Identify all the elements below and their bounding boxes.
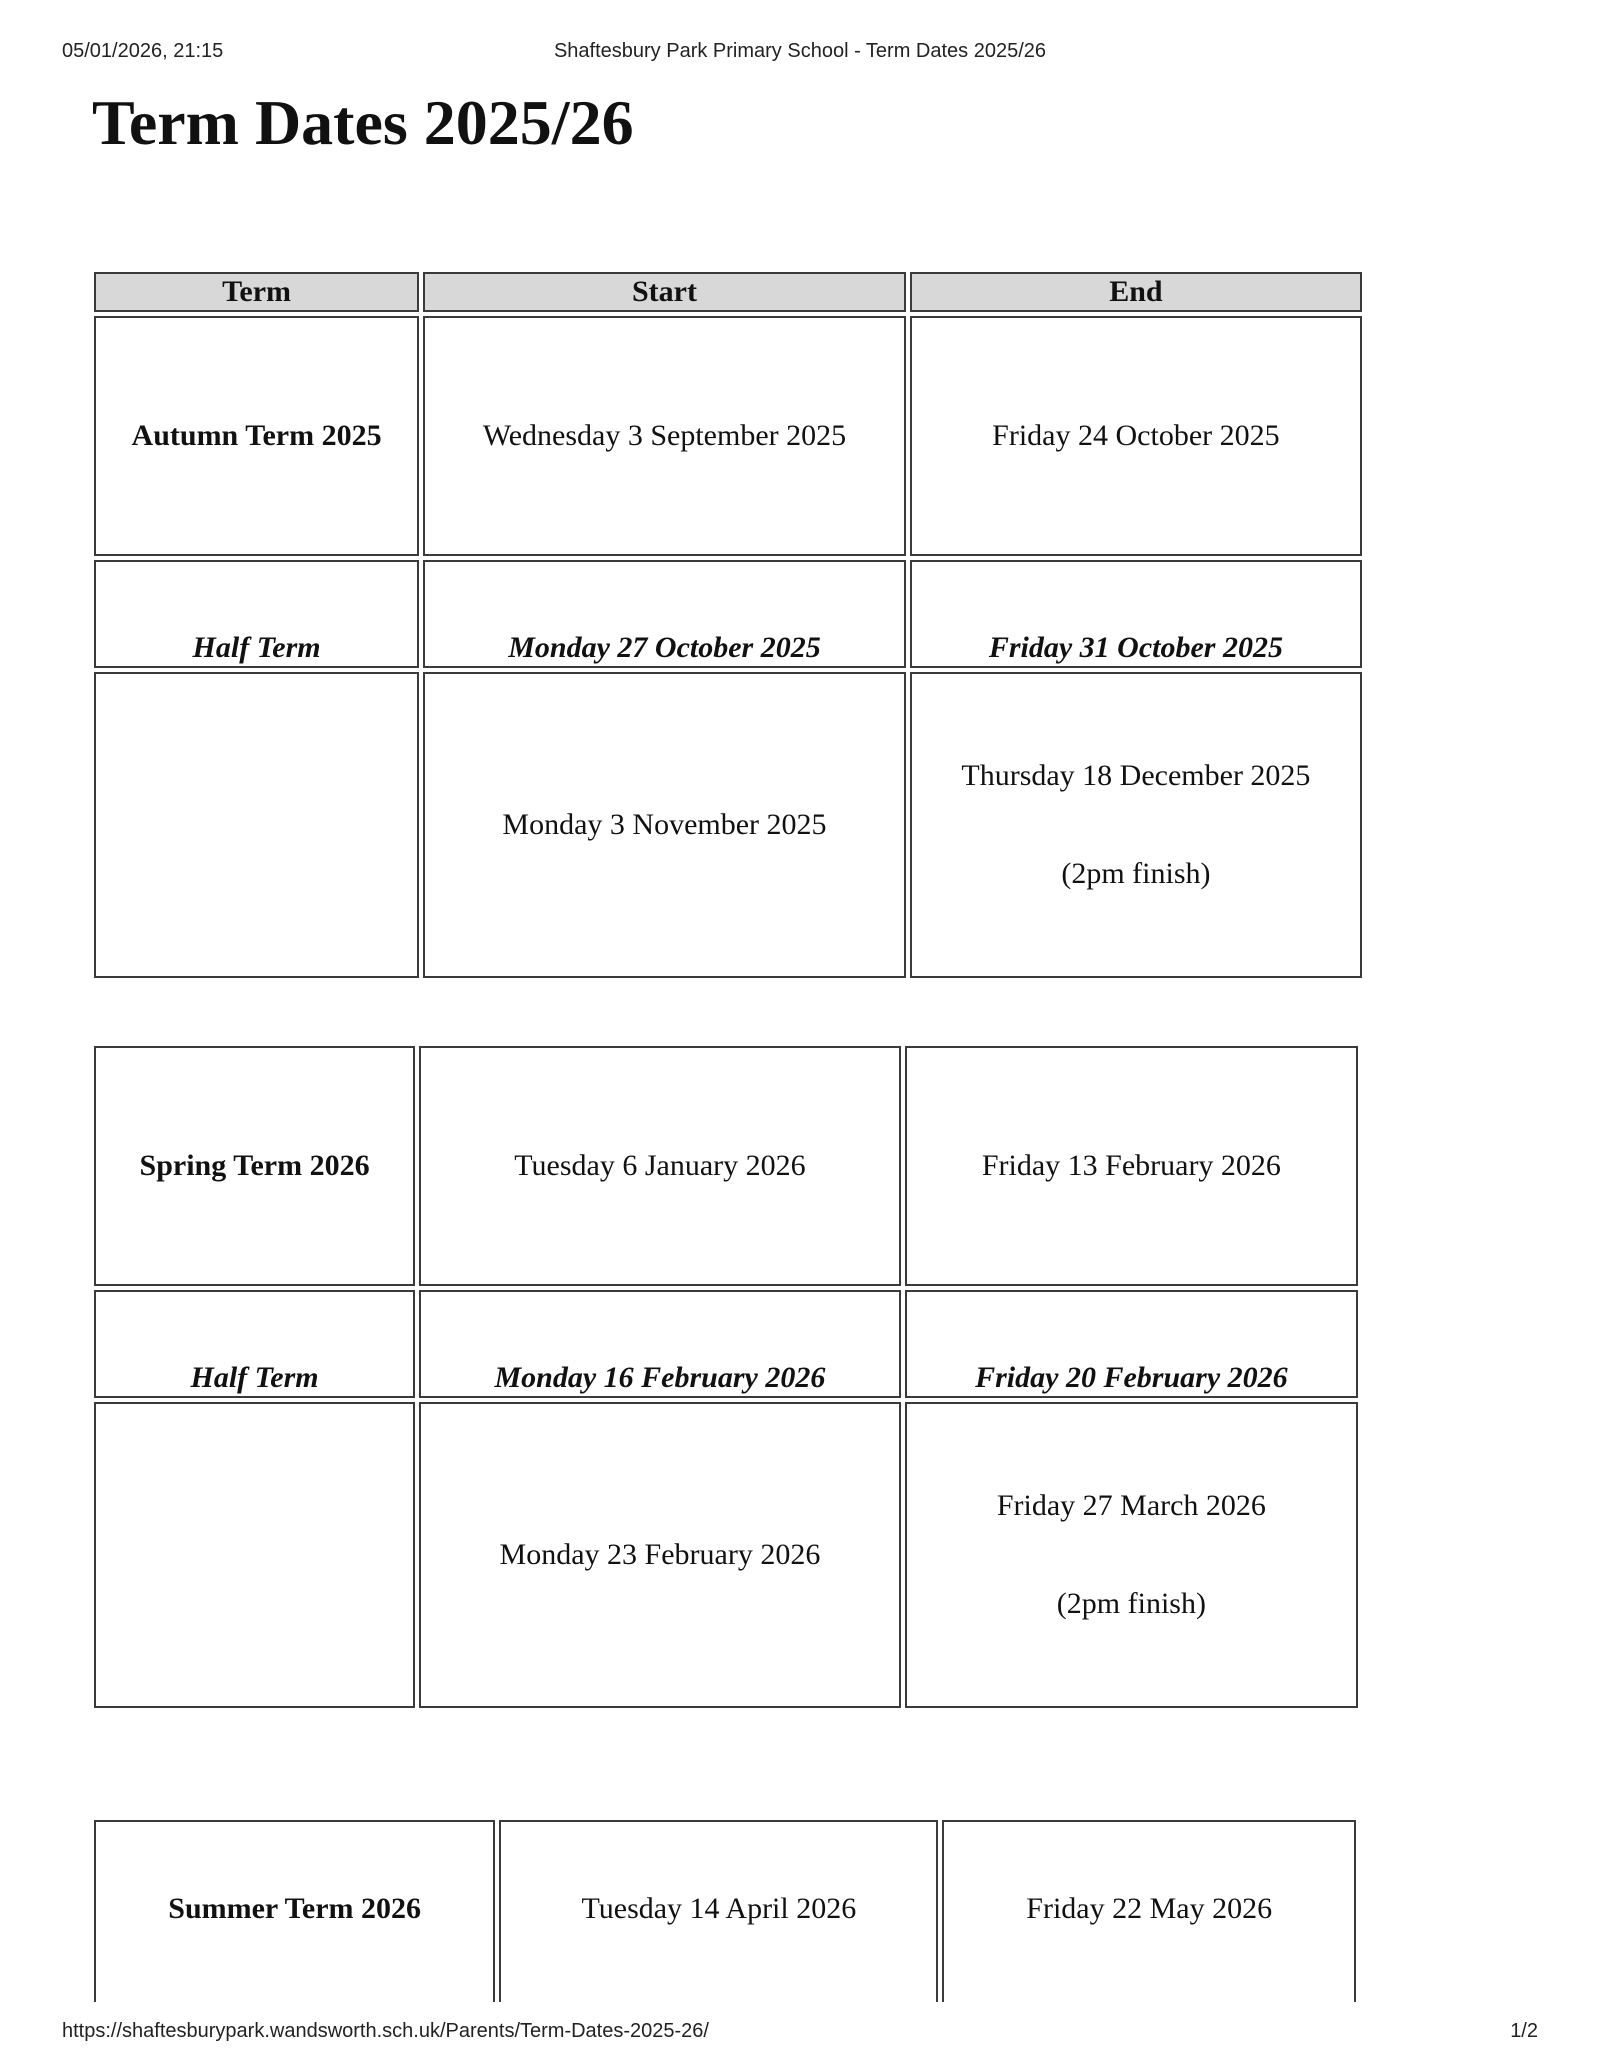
start-cell: Tuesday 14 April 2026 bbox=[499, 1820, 938, 2002]
start-cell: Monday 3 November 2025 bbox=[423, 672, 906, 978]
end-cell: Friday 13 February 2026 bbox=[905, 1046, 1358, 1286]
start-column-header: Start bbox=[423, 272, 906, 312]
end-date: Thursday 18 December 2025 bbox=[961, 759, 1311, 792]
print-header-title: Shaftesbury Park Primary School - Term Dates 2025/26 bbox=[553, 40, 1047, 62]
half-term-end: Friday 20 February 2026 bbox=[905, 1290, 1358, 1398]
term-cell: Spring Term 2026 bbox=[94, 1046, 415, 1286]
end-cell: Friday 22 May 2026 bbox=[942, 1820, 1356, 2002]
table-row bbox=[94, 1820, 1356, 2002]
print-datetime: 05/01/2026, 21:15 bbox=[62, 40, 224, 62]
page-number: 1/2 bbox=[1510, 2020, 1538, 2042]
end-column-header: End bbox=[910, 272, 1362, 312]
summer-term-table bbox=[90, 1816, 1360, 2002]
end-note: (2pm finish) bbox=[1061, 857, 1211, 890]
half-term-label: Half Term bbox=[94, 1290, 415, 1398]
term-cell: Autumn Term 2025 bbox=[94, 316, 419, 556]
start-cell: Wednesday 3 September 2025 bbox=[423, 316, 906, 556]
start-cell: Monday 23 February 2026 bbox=[419, 1402, 901, 1708]
half-term-start: Monday 16 February 2026 bbox=[419, 1290, 901, 1398]
end-note: (2pm finish) bbox=[1056, 1587, 1206, 1620]
half-term-start: Monday 27 October 2025 bbox=[423, 560, 906, 668]
half-term-end: Friday 31 October 2025 bbox=[910, 560, 1362, 668]
print-footer-url: https://shaftesburypark.wandsworth.sch.uk/Parents/Term-Dates-2025-26/ bbox=[62, 2020, 709, 2042]
half-term-label: Half Term bbox=[94, 560, 419, 668]
term-cell: Summer Term 2026 bbox=[94, 1820, 495, 2002]
start-cell: Tuesday 6 January 2026 bbox=[419, 1046, 901, 1286]
end-cell: Friday 24 October 2025 bbox=[910, 316, 1362, 556]
end-date: Friday 27 March 2026 bbox=[996, 1489, 1266, 1522]
term-column-header: Term bbox=[94, 272, 419, 312]
page-title: Term Dates 2025/26 bbox=[92, 87, 634, 158]
